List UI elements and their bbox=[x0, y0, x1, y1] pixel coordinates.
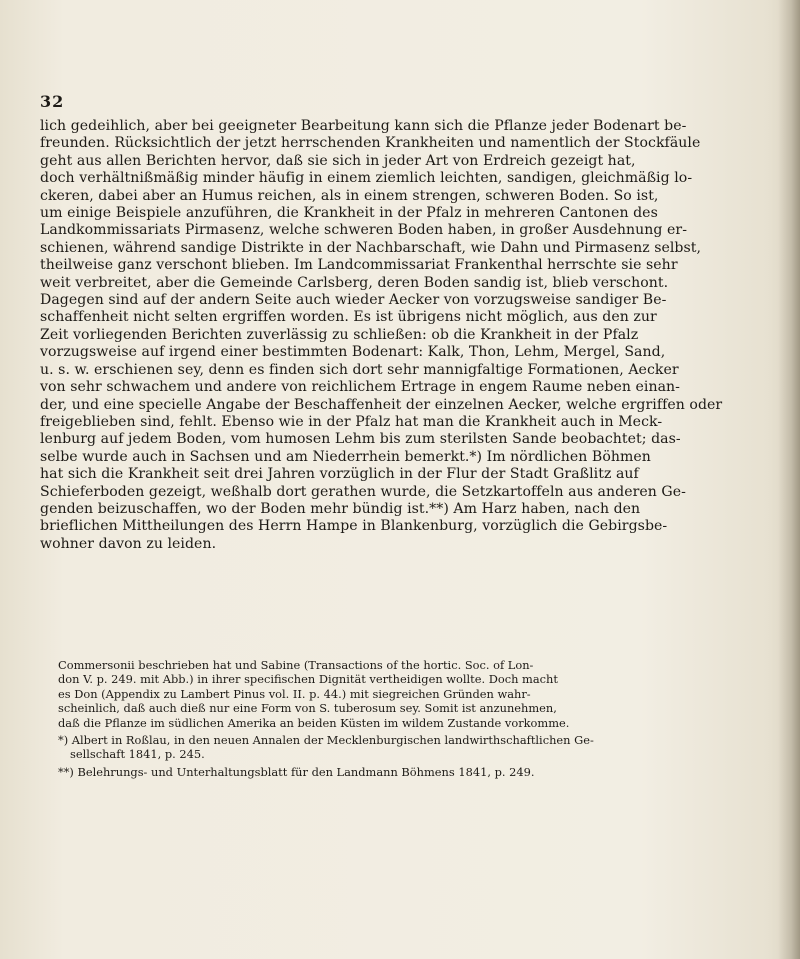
text-line: *) Albert in Roßlau, in den neuen Annalen der Mecklenburgischen landwirthschaftlichen Ge- bbox=[58, 733, 594, 748]
text-line: Zeit vorliegenden Berichten zuverlässig zu schließen: ob die Krankheit in der Pfalz bbox=[40, 326, 639, 343]
text-line: sellschaft 1841, p. 245. bbox=[70, 747, 205, 762]
text-line: schienen, während sandige Distrikte in der Nachbarschaft, wie Dahn und Pirmasenz selbst, bbox=[40, 239, 702, 256]
text-line: don V. p. 249. mit Abb.) in ihrer specifischen Dignität vertheidigen wollte. Doch macht bbox=[58, 672, 558, 687]
text-line: Schieferboden gezeigt, weßhalb dort gerathen wurde, die Setzkartoffeln aus anderen Ge- bbox=[40, 483, 686, 500]
text-line: ckeren, dabei aber an Humus reichen, als in einem strengen, schweren Boden. So ist, bbox=[40, 187, 659, 204]
text-line: weit verbreitet, aber die Gemeinde Carlsberg, deren Boden sandig ist, blieb verschont. bbox=[40, 274, 669, 291]
text-line: scheinlich, daß auch dieß nur eine Form von S. tuberosum sey. Somit ist anzunehmen, bbox=[58, 701, 557, 716]
text-line: theilweise ganz verschont blieben. Im Landcommissariat Frankenthal herrschte sie sehr bbox=[40, 257, 678, 274]
text-line: doch verhältnißmäßig minder häufig in einem ziemlich leichten, sandigen, gleichmäßig lo- bbox=[40, 170, 693, 187]
body-text bbox=[40, 118, 760, 553]
text-line: geht aus allen Berichten hervor, daß sie sich in jeder Art von Erdreich gezeigt hat, bbox=[40, 152, 636, 169]
page-number: 32 bbox=[40, 92, 65, 111]
footnotes bbox=[58, 658, 763, 779]
text-line: hat sich die Krankheit seit drei Jahren vorzüglich in der Flur der Stadt Graßlitz auf bbox=[40, 466, 639, 483]
text-line: selbe wurde auch in Sachsen und am Niederrhein bemerkt.*) Im nördlichen Böhmen bbox=[40, 448, 651, 465]
text-line: freigeblieben sind, fehlt. Ebenso wie in der Pfalz hat man die Krankheit auch in Meck- bbox=[40, 413, 663, 430]
text-line: Landkommissariats Pirmasenz, welche schweren Boden haben, in großer Ausdehnung er- bbox=[40, 222, 688, 239]
text-line: wohner davon zu leiden. bbox=[40, 535, 217, 552]
text-line: vorzugsweise auf irgend einer bestimmten Bodenart: Kalk, Thon, Lehm, Mergel, Sand, bbox=[40, 344, 666, 361]
text-line: um einige Beispiele anzuführen, die Krankheit in der Pfalz in mehreren Cantonen des bbox=[40, 205, 658, 222]
text-line: Dagegen sind auf der andern Seite auch wieder Aecker von vorzugsweise sandiger Be- bbox=[40, 292, 667, 309]
text-line: u. s. w. erschienen sey, denn es finden sich dort sehr mannigfaltige Formationen, Aecker bbox=[40, 361, 679, 378]
text-line: es Don (Appendix zu Lambert Pinus vol. II. p. 44.) mit siegreichen Gründen wahr- bbox=[58, 686, 531, 701]
footnote-continuation bbox=[58, 658, 763, 730]
text-line: Commersonii beschrieben hat und Sabine (Transactions of the hortic. Soc. of Lon- bbox=[58, 658, 534, 672]
text-line: der, und eine specielle Angabe der Beschaffenheit der einzelnen Aecker, welche ergriffen oder bbox=[40, 396, 723, 413]
text-line: genden beizuschaffen, wo der Boden mehr bündig ist.**) Am Harz haben, nach den bbox=[40, 500, 641, 517]
text-line: schaffenheit nicht selten ergriffen worden. Es ist übrigens nicht möglich, aus den zur bbox=[40, 309, 657, 326]
text-line: lich gedeihlich, aber bei geeigneter Bearbeitung kann sich die Pflanze jeder Bodenart be- bbox=[40, 118, 687, 134]
text-line: von sehr schwachem und andere von reichlichem Ertrage in engem Raume neben einan- bbox=[40, 379, 680, 396]
text-line: lenburg auf jedem Boden, vom humosen Lehm bis zum sterilsten Sande beobachtet; das- bbox=[40, 431, 681, 448]
text-line: daß die Pflanze im südlichen Amerika an beiden Küsten im wildem Zustande vorkomme. bbox=[58, 715, 570, 730]
text-line: brieflichen Mittheilungen des Herrn Hampe in Blankenburg, vorzüglich die Gebirgsbe- bbox=[40, 518, 668, 535]
footnote-1 bbox=[58, 733, 763, 762]
text-line: freunden. Rücksichtlich der jetzt herrschenden Krankheiten und namentlich der Stockfäule bbox=[40, 135, 701, 152]
text-line: **) Belehrungs- und Unterhaltungsblatt für den Landmann Böhmens 1841, p. 249. bbox=[58, 764, 535, 779]
footnote-2 bbox=[58, 765, 763, 779]
page-edge-shadow bbox=[778, 0, 800, 959]
